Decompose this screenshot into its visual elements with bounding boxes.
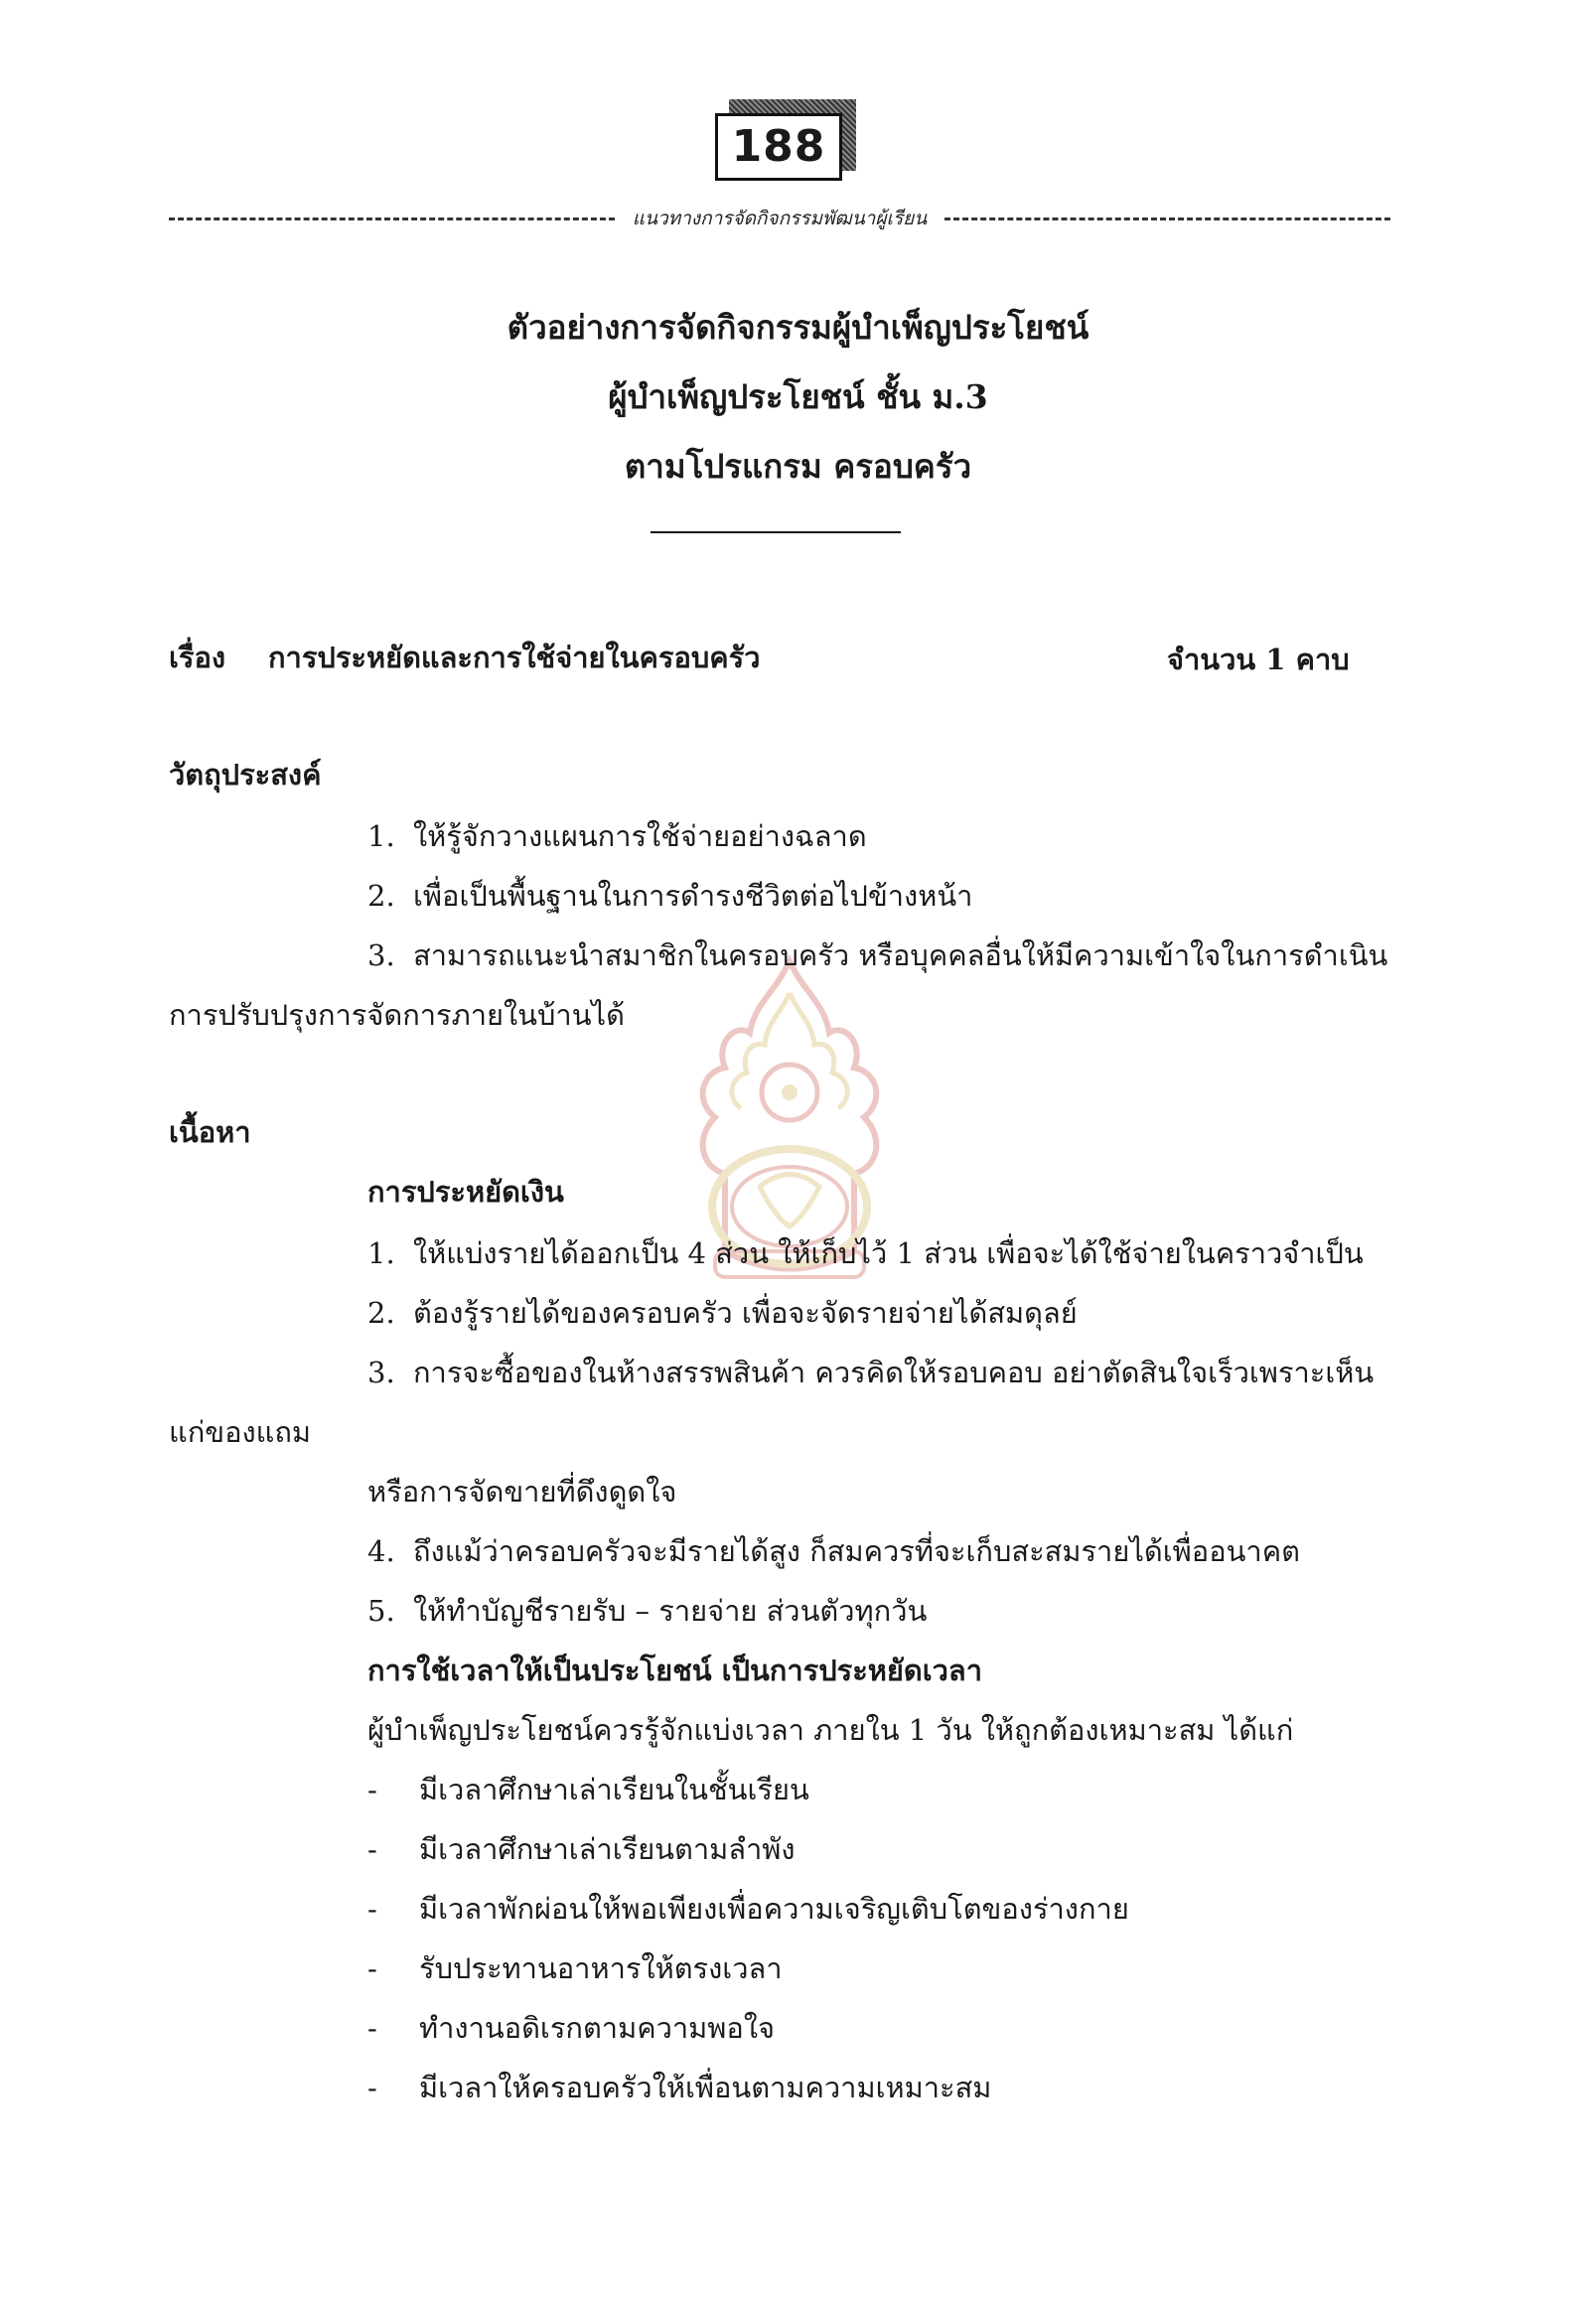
bullet-dash: - xyxy=(367,1951,377,1985)
item-num: 1. xyxy=(367,1236,395,1270)
subject-label: เรื่อง xyxy=(169,641,226,674)
title-line-3: ตามโปรแกรม ครอบครัว xyxy=(624,447,972,486)
saving-money-heading: การประหยัดเงิน xyxy=(367,1175,564,1209)
saving-money-item xyxy=(367,1591,927,1631)
page-number: 188 xyxy=(715,113,842,181)
list-item xyxy=(367,2068,991,2107)
list-item-text: ทำงานอดิเรกตามความพอใจ xyxy=(419,2011,775,2045)
title-line-1: ตัวอย่างการจัดกิจกรรมผู้บำเพ็ญประโยชน์ xyxy=(507,308,1089,347)
title-line-2: ผู้บำเพ็ญประโยชน์ ชั้น ม.3 xyxy=(608,377,988,416)
page-number-badge xyxy=(715,99,854,185)
saving-money-item xyxy=(367,1233,1364,1273)
objective-item xyxy=(367,816,867,856)
item-text: ถึงแม้ว่าครอบครัวจะมีรายได้สูง ก็สมควรที่จะเก็บสะสมรายได้เพื่ออนาคต xyxy=(413,1534,1300,1568)
objectives-heading: วัตถุประสงค์ xyxy=(169,758,322,792)
item-num: 4. xyxy=(367,1534,395,1568)
content-heading: เนื้อหา xyxy=(169,1115,251,1149)
item-text: การจะซื้อของในห้างสรรพสินค้า ควรคิดให้รอบคอบ อย่าตัดสินใจเร็วเพราะเห็น xyxy=(413,1356,1375,1389)
list-item xyxy=(367,1770,809,1809)
list-item xyxy=(367,2008,775,2048)
saving-time-intro: ผู้บำเพ็ญประโยชน์ควรรู้จักแบ่งเวลา ภายใน 1 วัน ให้ถูกต้องเหมาะสม ได้แก่ xyxy=(367,1713,1294,1747)
document-title xyxy=(0,293,1596,502)
saving-money-continuation: หรือการจัดขายที่ดึงดูดใจ xyxy=(367,1475,677,1509)
running-header xyxy=(169,203,1390,234)
objective-text: เพื่อเป็นพื้นฐานในการดำรงชีวิตต่อไปข้างหน้า xyxy=(413,879,973,913)
list-item-text: มีเวลาศึกษาเล่าเรียนตามลำพัง xyxy=(419,1832,796,1866)
item-num: 3. xyxy=(367,1356,395,1389)
list-item-text: มีเวลาให้ครอบครัวให้เพื่อนตามความเหมาะสม xyxy=(419,2071,992,2104)
subject-title: การประหยัดและการใช้จ่ายในครอบครัว xyxy=(268,641,761,674)
list-item-text: รับประทานอาหารให้ตรงเวลา xyxy=(419,1951,783,1985)
running-header-text: แนวทางการจัดกิจกรรมพัฒนาผู้เรียน xyxy=(632,208,928,229)
saving-money-item xyxy=(367,1353,1374,1392)
bullet-dash: - xyxy=(367,1892,377,1926)
saving-time-heading: การใช้เวลาให้เป็นประโยชน์ เป็นการประหยัดเวลา xyxy=(367,1654,982,1687)
objective-num: 1. xyxy=(367,819,395,853)
objective-text: ให้รู้จักวางแผนการใช้จ่ายอย่างฉลาด xyxy=(413,819,867,853)
saving-money-continuation: แก่ของแถม xyxy=(169,1415,312,1449)
list-item xyxy=(367,1948,783,1988)
objective-num: 3. xyxy=(367,938,395,972)
list-item-text: มีเวลาศึกษาเล่าเรียนในชั้นเรียน xyxy=(419,1773,809,1806)
list-item xyxy=(367,1889,1129,1929)
objective-num: 2. xyxy=(367,879,395,913)
objective-item xyxy=(367,936,1387,975)
list-item xyxy=(367,1829,796,1869)
item-num: 5. xyxy=(367,1594,395,1628)
subject-duration: จำนวน 1 คาบ xyxy=(1167,643,1350,676)
title-underline xyxy=(651,531,901,533)
objective-item xyxy=(367,876,972,916)
objective-text: สามารถแนะนำสมาชิกในครอบครัว หรือบุคคลอื่นให้มีความเข้าใจในการดำเนิน xyxy=(413,938,1388,972)
objective-continuation: การปรับปรุงการจัดการภายในบ้านได้ xyxy=(169,998,625,1032)
saving-money-item xyxy=(367,1293,1078,1333)
item-text: ให้ทำบัญชีรายรับ – รายจ่าย ส่วนตัวทุกวัน xyxy=(413,1594,928,1628)
header-dash-left xyxy=(169,217,615,220)
bullet-dash: - xyxy=(367,2071,377,2104)
bullet-dash: - xyxy=(367,1773,377,1806)
item-num: 2. xyxy=(367,1296,395,1330)
saving-money-item xyxy=(367,1531,1300,1571)
bullet-dash: - xyxy=(367,1832,377,1866)
item-text: ต้องรู้รายได้ของครอบครัว เพื่อจะจัดรายจ่ายได้สมดุลย์ xyxy=(413,1296,1078,1330)
list-item-text: มีเวลาพักผ่อนให้พอเพียงเพื่อความเจริญเติบโตของร่างกาย xyxy=(419,1892,1129,1926)
header-dash-right xyxy=(944,217,1390,220)
bullet-dash: - xyxy=(367,2011,377,2045)
item-text: ให้แบ่งรายได้ออกเป็น 4 ส่วน ให้เก็บไว้ 1 ส่วน เพื่อจะได้ใช้จ่ายในคราวจำเป็น xyxy=(413,1236,1364,1270)
